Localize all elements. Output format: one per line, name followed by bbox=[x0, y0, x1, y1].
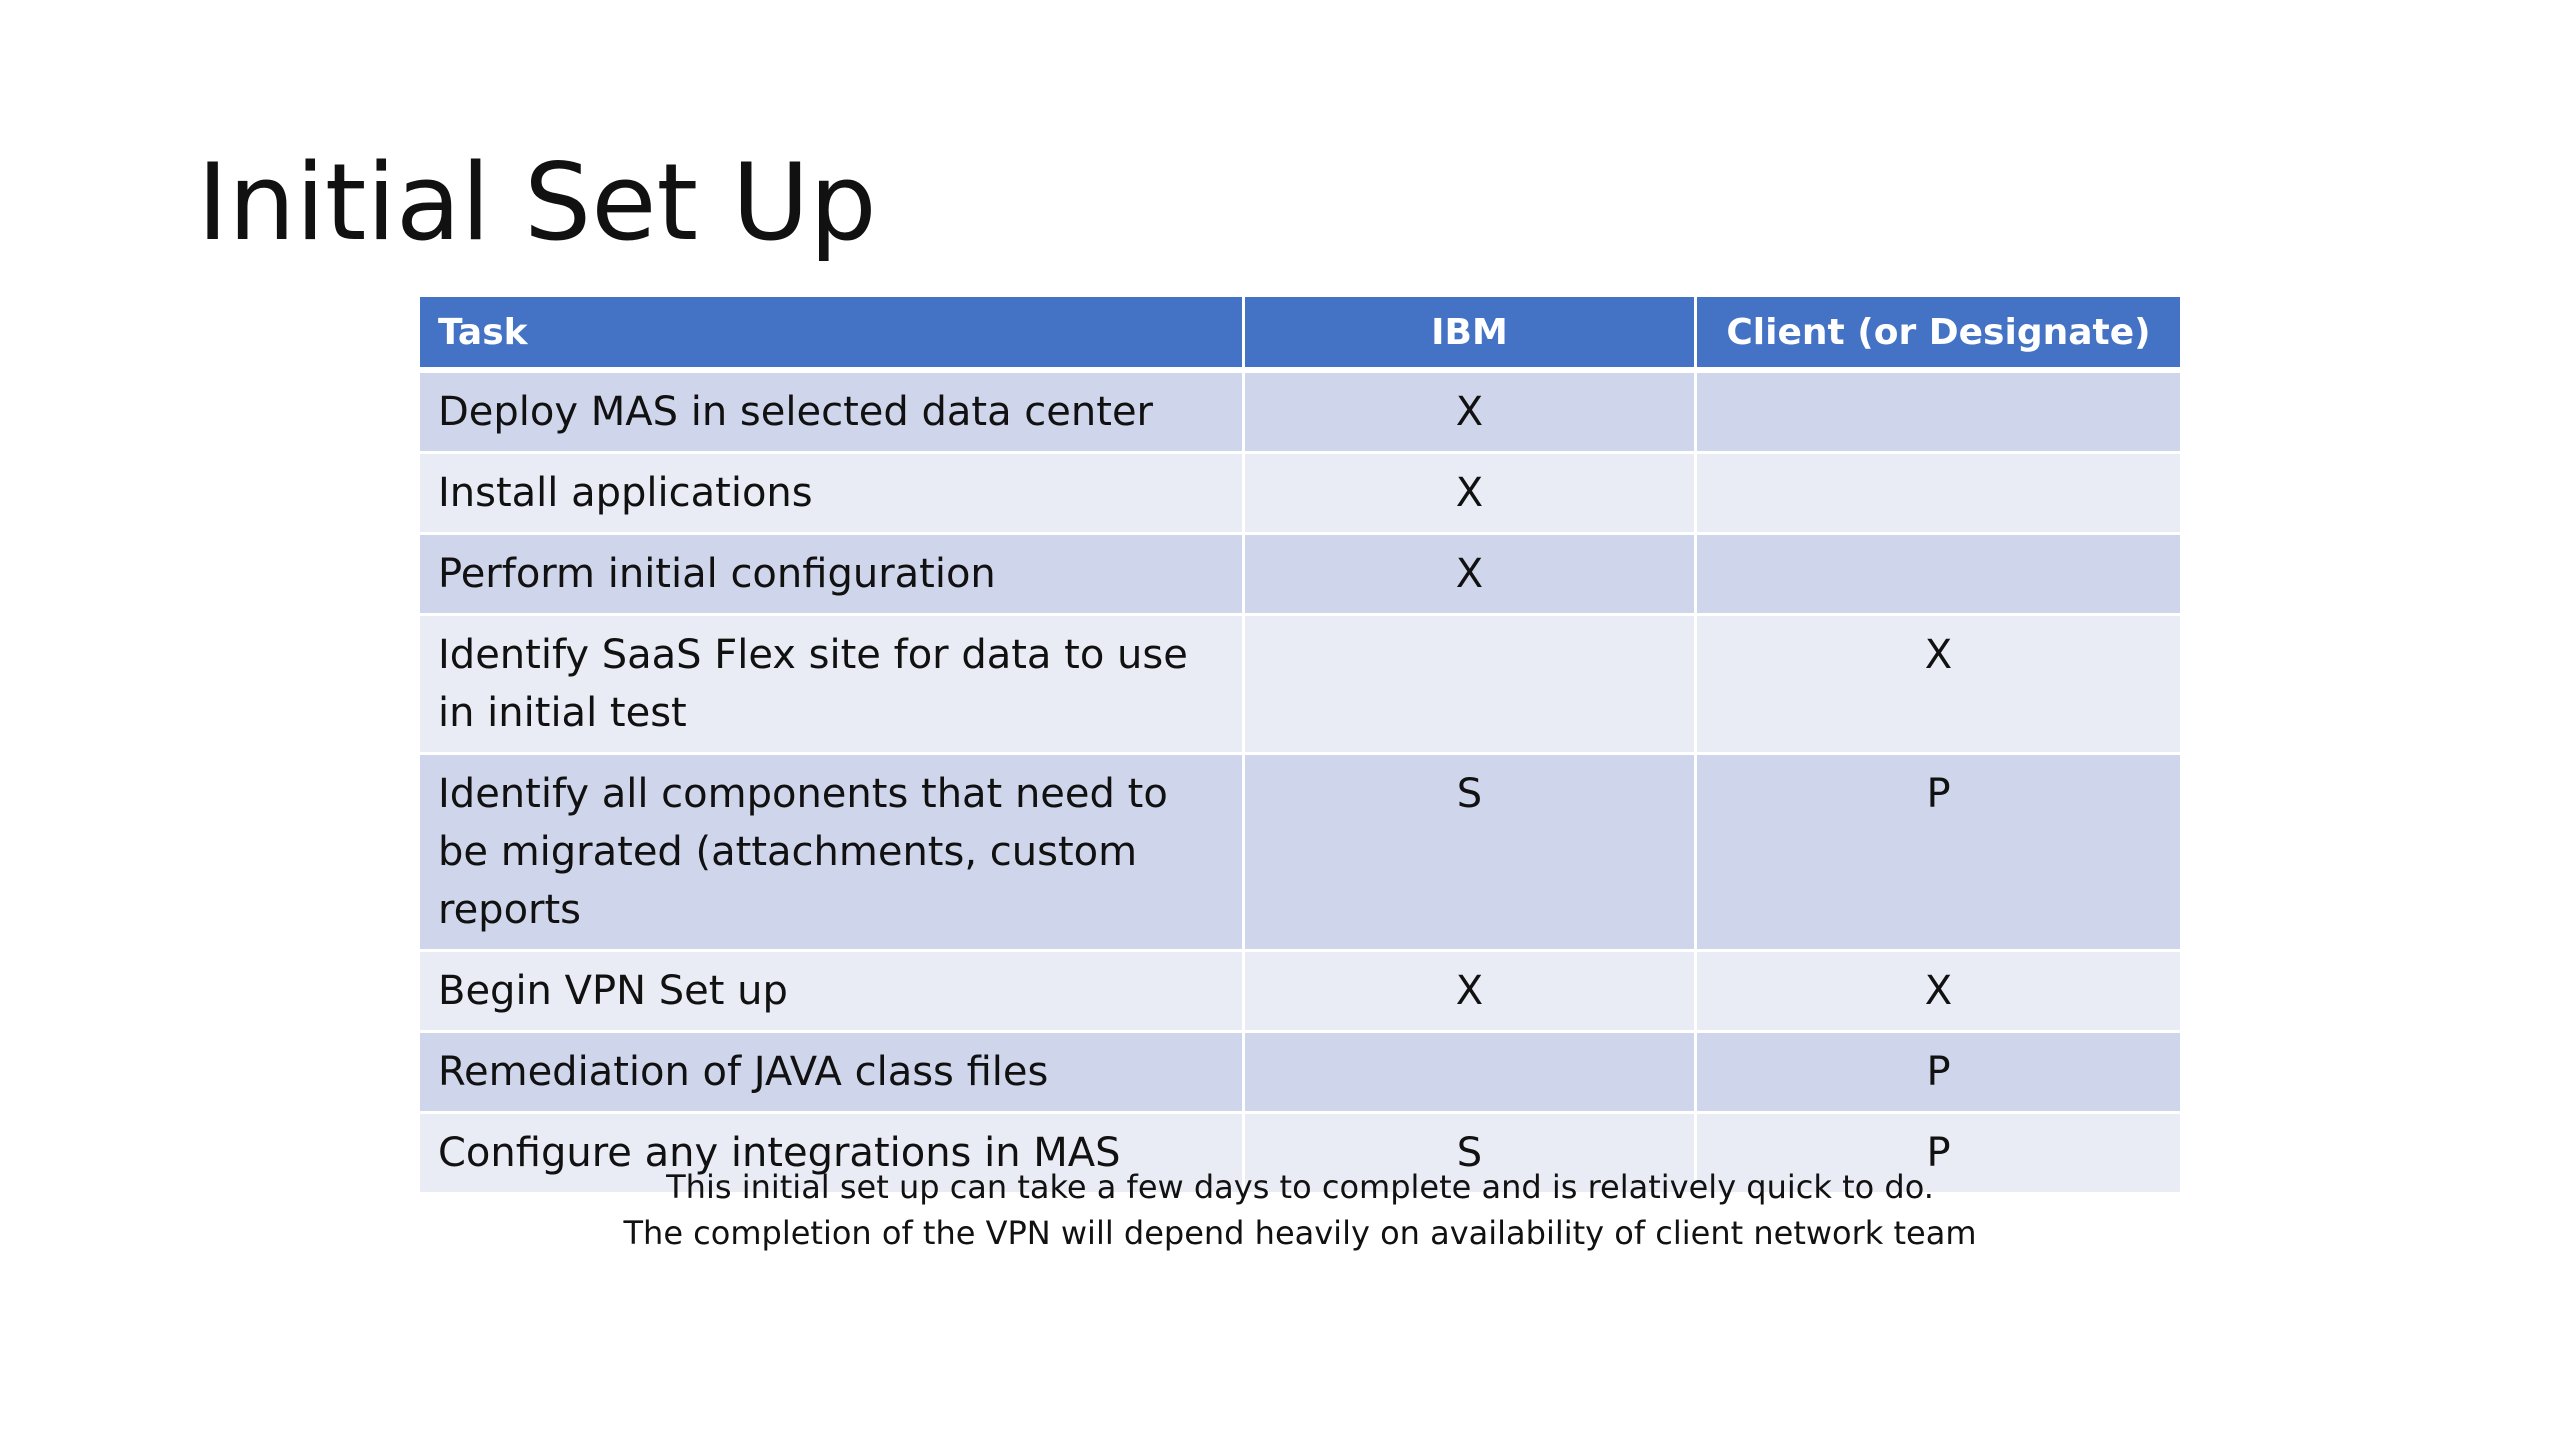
table-row bbox=[420, 454, 2180, 535]
footnote-line-2: The completion of the VPN will depend heavily on availability of client network team bbox=[623, 1214, 1977, 1252]
task-cell: Identify SaaS Flex site for data to use in initial test bbox=[420, 616, 1245, 755]
table-row bbox=[420, 755, 2180, 952]
footnote-line-1: This initial set up can take a few days to complete and is relatively quick to do. bbox=[666, 1168, 1934, 1206]
table-row bbox=[420, 1033, 2180, 1114]
slide-title: Initial Set Up bbox=[197, 141, 877, 264]
client-cell bbox=[1697, 373, 2180, 454]
client-cell: P bbox=[1697, 755, 2180, 952]
task-cell: Configure any integrations in MAS bbox=[420, 1114, 1245, 1195]
task-cell: Deploy MAS in selected data center bbox=[420, 373, 1245, 454]
ibm-cell: S bbox=[1245, 1114, 1697, 1195]
client-cell bbox=[1697, 535, 2180, 616]
table-row bbox=[420, 535, 2180, 616]
ibm-cell: X bbox=[1245, 952, 1697, 1033]
task-cell: Begin VPN Set up bbox=[420, 952, 1245, 1033]
client-cell: X bbox=[1697, 952, 2180, 1033]
task-cell: Perform initial configuration bbox=[420, 535, 1245, 616]
ibm-cell: X bbox=[1245, 454, 1697, 535]
ibm-cell: X bbox=[1245, 535, 1697, 616]
ibm-cell: X bbox=[1245, 373, 1697, 454]
header-ibm: IBM bbox=[1245, 297, 1697, 373]
header-task: Task bbox=[420, 297, 1245, 373]
client-cell: P bbox=[1697, 1114, 2180, 1195]
task-cell: Install applications bbox=[420, 454, 1245, 535]
table-row bbox=[420, 373, 2180, 454]
table-header-row bbox=[420, 297, 2180, 373]
task-cell: Remediation of JAVA class files bbox=[420, 1033, 1245, 1114]
task-cell: Identify all components that need to be migrated (attachments, custom reports bbox=[420, 755, 1245, 952]
responsibility-table bbox=[420, 297, 2180, 1195]
client-cell bbox=[1697, 454, 2180, 535]
header-client: Client (or Designate) bbox=[1697, 297, 2180, 373]
client-cell: X bbox=[1697, 616, 2180, 755]
footnote bbox=[420, 1164, 2180, 1256]
ibm-cell: S bbox=[1245, 755, 1697, 952]
table-row bbox=[420, 952, 2180, 1033]
ibm-cell bbox=[1245, 1033, 1697, 1114]
ibm-cell bbox=[1245, 616, 1697, 755]
table-row bbox=[420, 616, 2180, 755]
client-cell: P bbox=[1697, 1033, 2180, 1114]
